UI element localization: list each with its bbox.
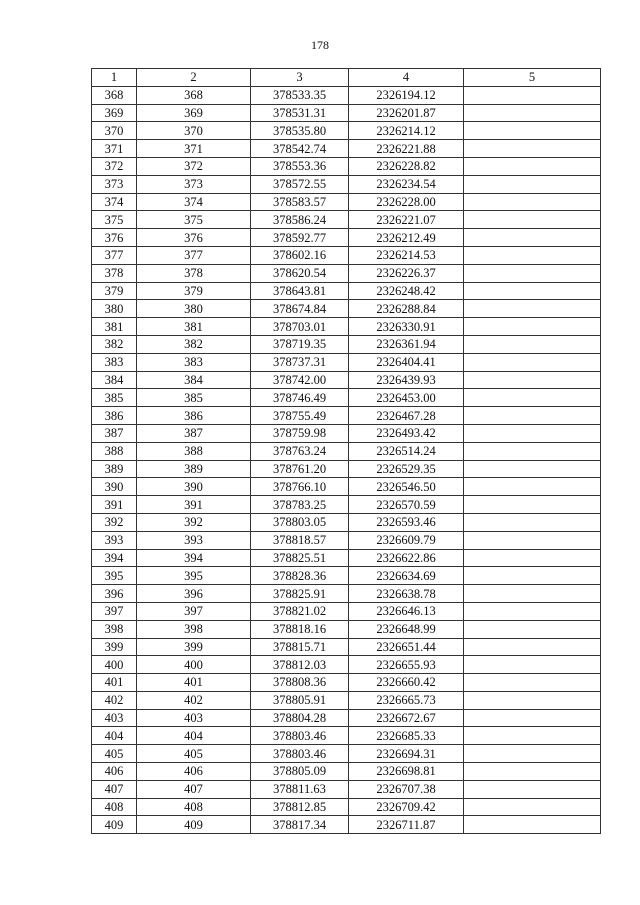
table-cell: 374	[92, 193, 137, 211]
table-cell: 397	[92, 602, 137, 620]
table-cell: 409	[137, 816, 251, 834]
table-cell: 378763.24	[251, 442, 349, 460]
table-cell: 402	[92, 691, 137, 709]
table-cell: 401	[137, 674, 251, 692]
table-cell: 2326234.54	[349, 175, 464, 193]
table-cell: 397	[137, 602, 251, 620]
table-cell: 384	[92, 371, 137, 389]
table-cell: 383	[137, 353, 251, 371]
table-cell: 405	[92, 745, 137, 763]
table-cell	[464, 602, 601, 620]
table-cell: 389	[92, 460, 137, 478]
table-row	[92, 763, 601, 781]
page-number: 178	[311, 38, 329, 52]
table-cell: 2326467.28	[349, 407, 464, 425]
table-cell: 381	[92, 318, 137, 336]
table-cell: 378602.16	[251, 246, 349, 264]
table-cell	[464, 371, 601, 389]
table-cell: 391	[137, 496, 251, 514]
table-row	[92, 282, 601, 300]
table-cell: 378812.03	[251, 656, 349, 674]
table-cell: 378815.71	[251, 638, 349, 656]
table-cell	[464, 567, 601, 585]
table-cell	[464, 335, 601, 353]
table-cell: 378759.98	[251, 424, 349, 442]
table-row	[92, 780, 601, 798]
table-cell: 396	[92, 585, 137, 603]
table-cell: 2326404.41	[349, 353, 464, 371]
table-cell	[464, 157, 601, 175]
table-row	[92, 211, 601, 229]
table-cell	[464, 424, 601, 442]
table-cell: 2326214.12	[349, 122, 464, 140]
table-row	[92, 193, 601, 211]
table-cell: 371	[92, 140, 137, 158]
table-cell: 395	[137, 567, 251, 585]
table-row	[92, 638, 601, 656]
table-cell: 378	[92, 264, 137, 282]
table-header-row	[92, 69, 601, 87]
table-cell: 378817.34	[251, 816, 349, 834]
table-cell: 378583.57	[251, 193, 349, 211]
table-cell: 383	[92, 353, 137, 371]
table-row	[92, 104, 601, 122]
table-cell: 373	[137, 175, 251, 193]
table-row	[92, 620, 601, 638]
table-cell	[464, 193, 601, 211]
table-cell: 378804.28	[251, 709, 349, 727]
table-cell: 378828.36	[251, 567, 349, 585]
table-cell	[464, 353, 601, 371]
table-cell: 409	[92, 816, 137, 834]
table-row	[92, 585, 601, 603]
table-cell	[464, 229, 601, 247]
table-cell: 395	[92, 567, 137, 585]
table-cell: 386	[92, 407, 137, 425]
table-cell: 2326439.93	[349, 371, 464, 389]
table-row	[92, 424, 601, 442]
table-cell: 378811.63	[251, 780, 349, 798]
table-cell	[464, 300, 601, 318]
table-cell: 2326221.88	[349, 140, 464, 158]
table-cell	[464, 745, 601, 763]
table-cell: 2326648.99	[349, 620, 464, 638]
table-cell: 2326638.78	[349, 585, 464, 603]
table-row	[92, 318, 601, 336]
table-cell	[464, 798, 601, 816]
table-row	[92, 531, 601, 549]
table-cell: 380	[137, 300, 251, 318]
table-cell	[464, 585, 601, 603]
table-cell: 396	[137, 585, 251, 603]
table-cell: 402	[137, 691, 251, 709]
table-cell	[464, 211, 601, 229]
table-row	[92, 567, 601, 585]
table-cell	[464, 691, 601, 709]
table-cell	[464, 246, 601, 264]
table-cell: 2326288.84	[349, 300, 464, 318]
table-cell: 387	[137, 424, 251, 442]
table-row	[92, 175, 601, 193]
table-cell: 406	[92, 763, 137, 781]
table-cell: 2326453.00	[349, 389, 464, 407]
table-cell: 2326655.93	[349, 656, 464, 674]
table-cell: 407	[92, 780, 137, 798]
table-cell: 2326634.69	[349, 567, 464, 585]
table-row	[92, 745, 601, 763]
table-row	[92, 442, 601, 460]
table-cell: 388	[92, 442, 137, 460]
table-cell: 2326694.31	[349, 745, 464, 763]
table-cell	[464, 638, 601, 656]
table-cell: 378825.91	[251, 585, 349, 603]
table-cell: 385	[137, 389, 251, 407]
table-row	[92, 157, 601, 175]
table-cell: 391	[92, 496, 137, 514]
table-cell: 379	[137, 282, 251, 300]
table-cell: 378737.31	[251, 353, 349, 371]
table-row	[92, 496, 601, 514]
table-cell: 378805.91	[251, 691, 349, 709]
table-cell: 2326672.67	[349, 709, 464, 727]
table-cell: 378553.36	[251, 157, 349, 175]
table-cell: 2326228.00	[349, 193, 464, 211]
table-cell: 2326709.42	[349, 798, 464, 816]
table-cell: 2326646.13	[349, 602, 464, 620]
table-cell: 2326226.37	[349, 264, 464, 282]
table-cell: 382	[92, 335, 137, 353]
table-cell: 403	[92, 709, 137, 727]
table-cell: 378766.10	[251, 478, 349, 496]
table-cell	[464, 763, 601, 781]
table-row	[92, 300, 601, 318]
table-cell: 2326651.44	[349, 638, 464, 656]
table-cell: 378535.80	[251, 122, 349, 140]
table-row	[92, 674, 601, 692]
table-cell: 375	[92, 211, 137, 229]
table-cell	[464, 175, 601, 193]
table-cell: 401	[92, 674, 137, 692]
table-cell: 2326660.42	[349, 674, 464, 692]
table-cell: 2326609.79	[349, 531, 464, 549]
table-cell: 407	[137, 780, 251, 798]
table-cell	[464, 478, 601, 496]
table-cell: 2326201.87	[349, 104, 464, 122]
table-cell: 380	[92, 300, 137, 318]
table-cell: 378818.57	[251, 531, 349, 549]
table-cell: 376	[92, 229, 137, 247]
table-cell: 371	[137, 140, 251, 158]
table-cell: 379	[92, 282, 137, 300]
table-cell: 378719.35	[251, 335, 349, 353]
table-cell	[464, 389, 601, 407]
header-cell: 4	[349, 69, 464, 87]
table-row	[92, 549, 601, 567]
table-cell: 405	[137, 745, 251, 763]
header-cell: 1	[92, 69, 137, 87]
table-row	[92, 798, 601, 816]
table-cell: 378803.46	[251, 745, 349, 763]
table-row	[92, 727, 601, 745]
table-cell: 2326212.49	[349, 229, 464, 247]
table-cell: 378746.49	[251, 389, 349, 407]
table-cell	[464, 531, 601, 549]
table-cell: 372	[92, 157, 137, 175]
table-cell: 381	[137, 318, 251, 336]
table-cell: 390	[92, 478, 137, 496]
table-cell: 378703.01	[251, 318, 349, 336]
table-cell: 2326514.24	[349, 442, 464, 460]
table-row	[92, 478, 601, 496]
header-cell: 5	[464, 69, 601, 87]
table-cell: 2326665.73	[349, 691, 464, 709]
table-cell: 378825.51	[251, 549, 349, 567]
table-cell: 378808.36	[251, 674, 349, 692]
table-cell: 385	[92, 389, 137, 407]
table-cell: 2326593.46	[349, 513, 464, 531]
table-cell: 403	[137, 709, 251, 727]
table-cell: 2326711.87	[349, 816, 464, 834]
table-cell: 378643.81	[251, 282, 349, 300]
table-cell	[464, 727, 601, 745]
table-row	[92, 460, 601, 478]
table-cell: 382	[137, 335, 251, 353]
table-cell: 2326493.42	[349, 424, 464, 442]
table-cell	[464, 122, 601, 140]
table-cell: 388	[137, 442, 251, 460]
table-cell: 398	[137, 620, 251, 638]
table-cell	[464, 140, 601, 158]
table-row	[92, 513, 601, 531]
header-cell: 3	[251, 69, 349, 87]
table-cell: 389	[137, 460, 251, 478]
table-cell: 378620.54	[251, 264, 349, 282]
coordinates-table	[91, 68, 601, 834]
table-cell: 368	[92, 86, 137, 104]
table-row	[92, 353, 601, 371]
table-cell	[464, 407, 601, 425]
table-cell: 378742.00	[251, 371, 349, 389]
table-cell: 378674.84	[251, 300, 349, 318]
table-cell	[464, 104, 601, 122]
table-row	[92, 816, 601, 834]
table-cell: 370	[137, 122, 251, 140]
table-cell: 378533.35	[251, 86, 349, 104]
table-row	[92, 407, 601, 425]
table-cell: 2326570.59	[349, 496, 464, 514]
table-cell: 2326228.82	[349, 157, 464, 175]
table-cell: 378531.31	[251, 104, 349, 122]
table-cell: 2326330.91	[349, 318, 464, 336]
table-cell: 2326546.50	[349, 478, 464, 496]
table-cell: 369	[137, 104, 251, 122]
table-row	[92, 264, 601, 282]
table-row	[92, 140, 601, 158]
table-cell	[464, 780, 601, 798]
table-cell: 2326221.07	[349, 211, 464, 229]
table-row	[92, 86, 601, 104]
table-cell: 408	[92, 798, 137, 816]
table-cell	[464, 264, 601, 282]
table-cell	[464, 549, 601, 567]
table-cell: 2326529.35	[349, 460, 464, 478]
table-row	[92, 229, 601, 247]
table-row	[92, 656, 601, 674]
table-cell: 387	[92, 424, 137, 442]
table-cell: 398	[92, 620, 137, 638]
table-cell: 378761.20	[251, 460, 349, 478]
table-cell: 384	[137, 371, 251, 389]
table-cell	[464, 816, 601, 834]
table-cell: 378572.55	[251, 175, 349, 193]
table-cell: 375	[137, 211, 251, 229]
table-cell: 404	[92, 727, 137, 745]
table-cell	[464, 86, 601, 104]
table-cell: 2326361.94	[349, 335, 464, 353]
header-cell: 2	[137, 69, 251, 87]
table-row	[92, 371, 601, 389]
table-cell: 378	[137, 264, 251, 282]
table-cell: 408	[137, 798, 251, 816]
table-cell: 393	[92, 531, 137, 549]
table-cell: 399	[137, 638, 251, 656]
table-cell: 2326685.33	[349, 727, 464, 745]
table-cell: 368	[137, 86, 251, 104]
table-cell: 378592.77	[251, 229, 349, 247]
table-row	[92, 122, 601, 140]
table-cell	[464, 620, 601, 638]
table-cell: 2326214.53	[349, 246, 464, 264]
table-cell: 386	[137, 407, 251, 425]
table-cell: 377	[92, 246, 137, 264]
table-cell: 376	[137, 229, 251, 247]
table-cell: 378812.85	[251, 798, 349, 816]
table-cell	[464, 656, 601, 674]
table-cell: 378783.25	[251, 496, 349, 514]
table-cell	[464, 282, 601, 300]
table-cell: 378821.02	[251, 602, 349, 620]
table-cell: 404	[137, 727, 251, 745]
table-cell: 378818.16	[251, 620, 349, 638]
table-row	[92, 691, 601, 709]
table-cell: 372	[137, 157, 251, 175]
table-cell: 406	[137, 763, 251, 781]
table-cell: 392	[137, 513, 251, 531]
table-cell	[464, 318, 601, 336]
table-cell: 400	[92, 656, 137, 674]
table-cell: 378803.46	[251, 727, 349, 745]
table-cell: 399	[92, 638, 137, 656]
table-cell: 378586.24	[251, 211, 349, 229]
table-cell	[464, 709, 601, 727]
table-cell	[464, 496, 601, 514]
table-cell: 2326194.12	[349, 86, 464, 104]
table-cell: 394	[92, 549, 137, 567]
table-cell: 378805.09	[251, 763, 349, 781]
table-cell: 2326622.86	[349, 549, 464, 567]
table-cell: 370	[92, 122, 137, 140]
table-cell: 392	[92, 513, 137, 531]
table-cell: 378755.49	[251, 407, 349, 425]
table-cell: 378542.74	[251, 140, 349, 158]
table-cell	[464, 460, 601, 478]
table-cell: 2326248.42	[349, 282, 464, 300]
table-cell	[464, 674, 601, 692]
table-cell: 373	[92, 175, 137, 193]
table-body	[92, 86, 601, 833]
table-row	[92, 335, 601, 353]
table-cell: 2326707.38	[349, 780, 464, 798]
table-cell: 2326698.81	[349, 763, 464, 781]
table-cell: 378803.05	[251, 513, 349, 531]
table-row	[92, 389, 601, 407]
table-cell: 394	[137, 549, 251, 567]
table-cell: 390	[137, 478, 251, 496]
table-cell	[464, 442, 601, 460]
table-cell: 400	[137, 656, 251, 674]
table-row	[92, 709, 601, 727]
table-cell: 377	[137, 246, 251, 264]
table-cell: 369	[92, 104, 137, 122]
table-cell: 374	[137, 193, 251, 211]
table-cell: 393	[137, 531, 251, 549]
table-row	[92, 246, 601, 264]
table-cell	[464, 513, 601, 531]
table-row	[92, 602, 601, 620]
